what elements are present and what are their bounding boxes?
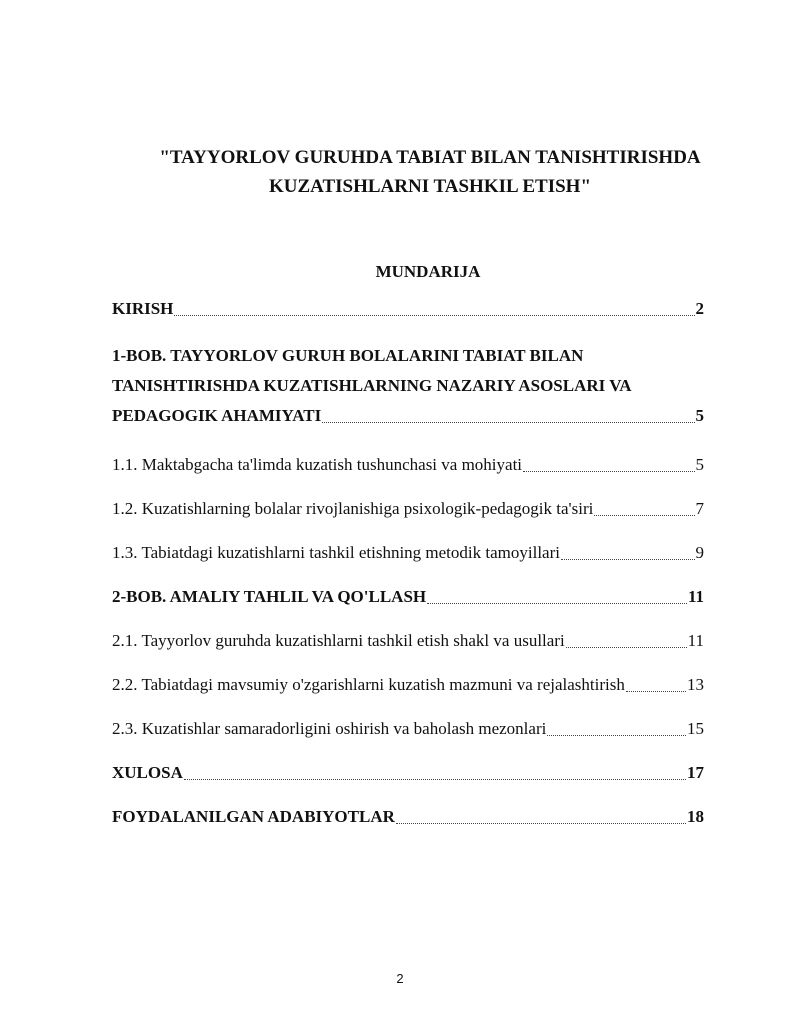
toc-entry-label: 2.3. Kuzatishlar samaradorligini oshirish va baholash mezonlari (112, 719, 547, 738)
toc-entry-2-1[interactable] (112, 630, 704, 652)
toc-entry-label-line-3: PEDAGOGIK AHAMIYATI (112, 406, 322, 425)
title-line-1: "TAYYORLOV GURUHDA TABIAT BILAN TANISHTIRISHDA (159, 147, 701, 168)
toc-page-number: 11 (687, 631, 704, 650)
page-number: 2 (396, 971, 404, 986)
toc-entry-2-2[interactable] (112, 674, 704, 696)
toc-entry-label: 1.2. Kuzatishlarning bolalar rivojlanishiga psixologik-pedagogik ta'siri (112, 499, 594, 518)
toc-page-number: 18 (687, 807, 704, 826)
toc-entry-label: 2.1. Tayyorlov guruhda kuzatishlarni tashkil etish shakl va usullari (112, 631, 565, 650)
toc-entry-label: 2.2. Tabiatdagi mavsumiy o'zgarishlarni kuzatish mazmuni va rejalashtirish (112, 675, 625, 694)
toc-entry-bob1[interactable] (112, 341, 704, 431)
toc-entry-1-1[interactable] (112, 454, 704, 476)
toc-leader (427, 603, 687, 604)
toc-entry-label: 1.1. Maktabgacha ta'limda kuzatish tushunchasi va mohiyati (112, 455, 523, 474)
toc-page-number: 17 (687, 763, 704, 782)
toc-page-number: 5 (695, 406, 704, 425)
toc-page-number: 2 (695, 299, 704, 318)
toc-leader (626, 691, 686, 692)
toc-leader (322, 422, 694, 423)
table-of-contents (112, 298, 704, 828)
toc-page-number: 7 (695, 499, 704, 518)
toc-leader (184, 779, 686, 780)
toc-entry-2-3[interactable] (112, 718, 704, 740)
toc-entry-label-line-2: TANISHTIRISHDA KUZATISHLARNING NAZARIY ASOSLARI VA (112, 376, 632, 395)
toc-leader (523, 471, 694, 472)
toc-entry-1-2[interactable] (112, 498, 704, 520)
toc-page-number: 11 (687, 587, 704, 606)
toc-page-number: 5 (695, 455, 704, 474)
toc-entry-bob1-last-line (112, 401, 704, 431)
toc-entry-label: KIRISH (112, 299, 174, 318)
toc-entry-1-3[interactable] (112, 542, 704, 564)
toc-entry-label: XULOSA (112, 763, 183, 782)
toc-entry-label: 1.3. Tabiatdagi kuzatishlarni tashkil etishning metodik tamoyillari (112, 543, 560, 562)
toc-entry-label: FOYDALANILGAN ADABIYOTLAR (112, 807, 395, 826)
toc-entry-label: 2-BOB. AMALIY TAHLIL VA QO'LLASH (112, 587, 427, 606)
toc-entry-bob2[interactable] (112, 586, 704, 608)
document-title (60, 143, 800, 201)
toc-entry-label-line-1: 1-BOB. TAYYORLOV GURUH BOLALARINI TABIAT BILAN (112, 346, 584, 365)
toc-leader (594, 515, 694, 516)
toc-entry-adabiyotlar[interactable] (112, 806, 704, 828)
toc-page-number: 15 (687, 719, 704, 738)
toc-heading: MUNDARIJA (375, 262, 481, 281)
title-line-2: KUZATISHLARNI TASHKIL ETISH" (268, 176, 592, 197)
toc-leader (566, 647, 687, 648)
toc-leader (547, 735, 686, 736)
toc-leader (561, 559, 695, 560)
toc-leader (396, 823, 686, 824)
toc-entry-xulosa[interactable] (112, 762, 704, 784)
toc-page-number: 13 (687, 675, 704, 694)
toc-leader (174, 315, 694, 316)
toc-entry-kirish[interactable] (112, 298, 704, 320)
toc-page-number: 9 (695, 543, 704, 562)
